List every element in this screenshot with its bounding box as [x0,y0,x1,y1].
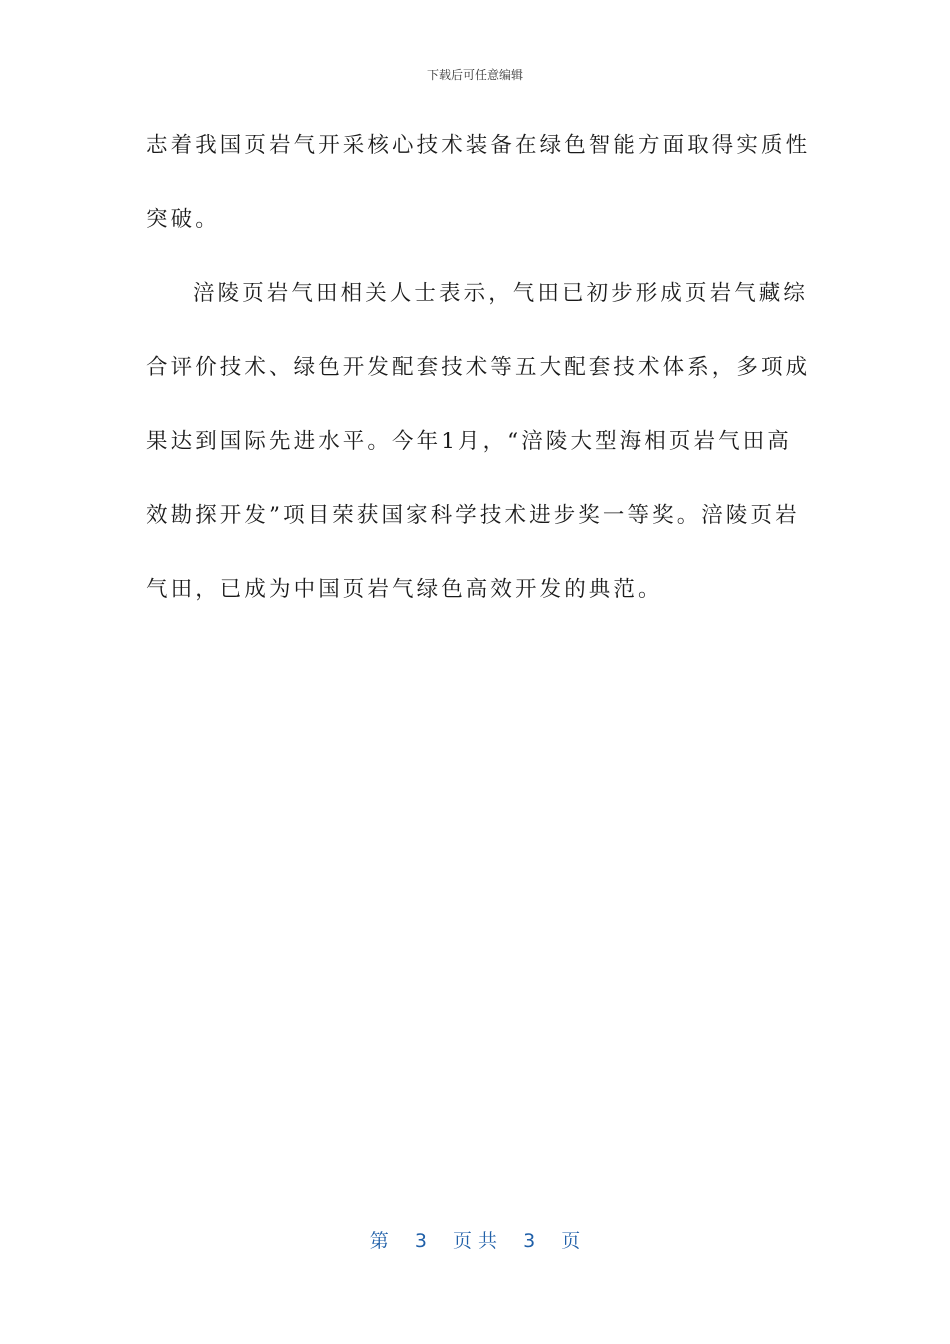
document-body [146,120,811,638]
text-line-6: 效勘探开发”项目荣获国家科学技术进步奖一等奖。涪陵页岩 [146,503,800,528]
text-line-3: 涪陵页岩气田相关人士表示，气田已初步形成页岩气藏综 [193,281,809,306]
page-footer [0,1226,950,1253]
text-line-7: 气田，已成为中国页岩气绿色高效开发的典范。 [146,577,663,602]
text-line-2: 突破。 [146,207,220,232]
footer-suffix: 页 [561,1230,581,1252]
footer-total-pages: 3 [523,1230,536,1252]
footer-prefix: 第 [369,1230,389,1252]
text-line-1: 志着我国页岩气开采核心技术装备在绿色智能方面取得实质性 [146,133,811,158]
text-line-4: 合评价技术、绿色开发配套技术等五大配套技术体系，多项成 [146,355,811,380]
page-header-note: 下载后可任意编辑 [426,68,523,82]
footer-mid: 页 共 [452,1230,498,1252]
footer-current-page: 3 [414,1230,427,1252]
text-line-5: 果达到国际先进水平。今年1月，“涪陵大型海相页岩气田高 [146,429,792,454]
